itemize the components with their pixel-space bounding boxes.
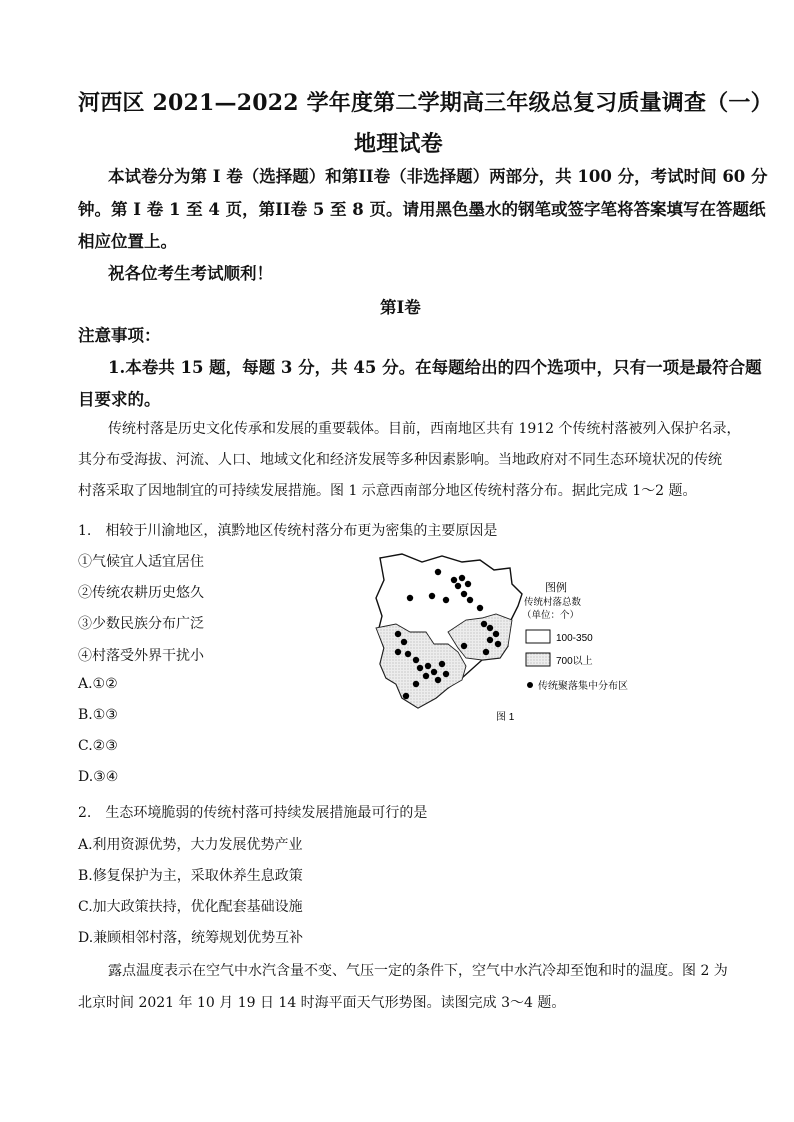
figure-caption: 图 1 <box>496 712 515 723</box>
exam-subtitle: 地理试卷 <box>354 131 443 157</box>
legend-label-dot: 传统聚落集中分布区 <box>538 681 628 692</box>
village-dot <box>395 631 401 637</box>
notice-line-2: 目要求的。 <box>78 390 161 409</box>
passage1-line-2: 其分布受海拔、河流、人口、地域文化和经济发展等多种因素影响。当地政府对不同生态环境状况的传统 <box>78 452 722 468</box>
village-dot <box>413 657 419 663</box>
village-dot <box>477 605 483 611</box>
intro-line-1: 本试卷分为第 I 卷（选择题）和第II卷（非选择题）两部分，共 100 分，考试时间 60 分 <box>108 167 768 186</box>
q1-statement-3: ③少数民族分布广泛 <box>78 616 204 632</box>
figure-1-map <box>362 548 678 730</box>
legend-swatch-light <box>526 630 550 643</box>
q2-option-c: C.加大政策扶持，优化配套基础设施 <box>78 899 303 915</box>
village-dot <box>455 583 461 589</box>
village-dot <box>481 621 487 627</box>
village-dot <box>483 649 489 655</box>
q1-statement-4: ④村落受外界干扰小 <box>78 648 204 664</box>
village-dot <box>465 581 471 587</box>
good-luck-text: 祝各位考生考试顺利！ <box>108 264 273 283</box>
village-dot <box>467 597 473 603</box>
village-dot <box>401 639 407 645</box>
q1-option-a: A.①② <box>78 676 118 692</box>
intro-line-3: 相应位置上。 <box>78 232 177 251</box>
village-dot <box>435 677 441 683</box>
passage2-line-1: 露点温度表示在空气中水汽含量不变、气压一定的条件下，空气中水汽冷却至饱和时的温度。图 2 为 <box>108 963 728 979</box>
q2-option-d: D.兼顾相邻村落，统筹规划优势互补 <box>78 930 304 946</box>
village-dot <box>487 625 493 631</box>
q2-option-b: B.修复保护为主，采取休养生息政策 <box>78 868 303 884</box>
village-dot <box>439 661 445 667</box>
question-1-stem: 1. 相较于川渝地区，滇黔地区传统村落分布更为密集的主要原因是 <box>78 523 498 539</box>
q1-statement-1: ①气候宜人适宜居住 <box>78 554 204 570</box>
passage1-line-3: 村落采取了因地制宜的可持续发展措施。图 1 示意西南部分地区传统村落分布。据此完成 1～2 题。 <box>78 483 697 499</box>
village-dot <box>487 637 493 643</box>
notice-line-1: 1.本卷共 15 题，每题 3 分，共 45 分。在每题给出的四个选项中，只有一项是最符合题 <box>108 358 762 377</box>
village-dot <box>403 693 409 699</box>
legend-swatch-shaded <box>526 653 550 666</box>
q1-option-b: B.①③ <box>78 707 118 723</box>
village-dot <box>429 593 435 599</box>
passage2-line-2: 北京时间 2021 年 10 月 19 日 14 时海平面天气形势图。读图完成 3～4 题。 <box>78 995 566 1011</box>
village-dot <box>405 651 411 657</box>
legend-unit: （单位：个） <box>522 610 580 621</box>
village-dot <box>461 591 467 597</box>
village-dot <box>407 595 413 601</box>
intro-line-2: 钟。第 I 卷 1 至 4 页，第II卷 5 至 8 页。请用黑色墨水的钢笔或签字笔将答案填写在答题纸 <box>78 200 766 219</box>
village-dot <box>423 673 429 679</box>
village-dot <box>395 649 401 655</box>
village-dot <box>435 569 441 575</box>
question-2-stem: 2. 生态环境脆弱的传统村落可持续发展措施最可行的是 <box>78 805 428 821</box>
village-dot <box>425 663 431 669</box>
village-dot <box>461 643 467 649</box>
notice-heading: 注意事项： <box>78 326 161 345</box>
legend-label-light: 100-350 <box>556 633 593 644</box>
legend-subtitle: 传统村落总数 <box>524 597 582 608</box>
q1-statement-2: ②传统农耕历史悠久 <box>78 585 204 601</box>
legend-dot <box>527 682 533 688</box>
village-dot <box>451 577 457 583</box>
passage1-line-1: 传统村落是历史文化传承和发展的重要载体。目前，西南地区共有 1912 个传统村落被列入保护名录， <box>108 421 741 437</box>
village-dot <box>413 681 419 687</box>
legend-label-shaded: 700以上 <box>556 656 593 667</box>
q2-option-a: A.利用资源优势，大力发展优势产业 <box>78 837 303 853</box>
village-dot <box>417 665 423 671</box>
legend-title: 图例 <box>545 582 567 594</box>
village-dot <box>431 669 437 675</box>
q1-option-d: D.③④ <box>78 769 119 785</box>
q1-option-c: C.②③ <box>78 738 118 754</box>
village-dot <box>495 641 501 647</box>
village-dot <box>443 597 449 603</box>
village-dot <box>493 631 499 637</box>
section-title: 第I卷 <box>380 298 421 317</box>
village-dot <box>459 575 465 581</box>
exam-title: 河西区 2021—2022 学年度第二学期高三年级总复习质量调查（一） <box>78 90 773 116</box>
village-dot <box>443 671 449 677</box>
